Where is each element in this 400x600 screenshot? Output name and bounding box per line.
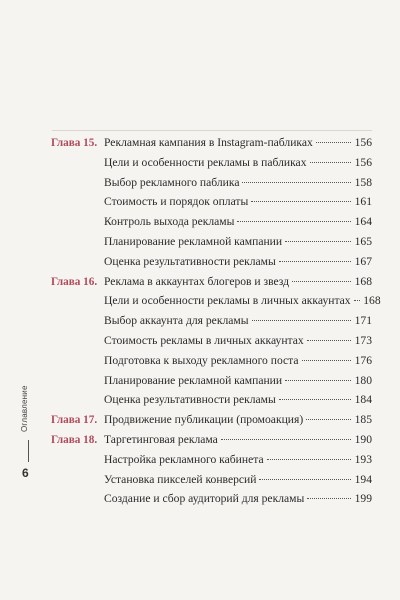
chapter-label: Глава 18. [51,434,98,446]
dot-leader [285,241,351,242]
dot-leader [242,182,351,183]
entry-page-number: 156 [354,155,372,169]
entry-title: Установка пикселей конверсий [104,472,257,486]
toc-entry-row [104,453,372,467]
chapter-label: Глава 15. [51,137,98,149]
toc-entry-row [104,255,372,269]
toc-entry-row [104,215,372,229]
section-divider [28,440,29,462]
entry-page-number: 173 [354,334,372,347]
page-number: 6 [22,466,29,480]
entry-page-number: 199 [354,492,372,506]
entry-page-number: 156 [354,136,372,149]
toc-entry-row [104,492,372,506]
dot-leader [285,380,351,381]
dot-leader [306,419,351,420]
toc-entry-row [104,334,372,348]
entry-page-number: 158 [354,175,372,189]
dot-leader [279,261,351,262]
dot-leader [302,360,351,361]
dot-leader [237,221,351,222]
toc-chapter-row [51,413,372,427]
dot-leader [279,399,351,400]
dot-leader [251,201,351,202]
section-label: Оглавление [20,385,29,432]
entry-title: Настройка рекламного кабинета [104,452,264,466]
entry-title: Продвижение публикации (промоакция) [104,413,304,427]
entry-page-number: 185 [354,413,372,427]
toc-chapter-row [51,275,372,289]
toc-entry-row [104,393,372,407]
entry-title: Планирование рекламной кампании [104,373,283,387]
toc-entry-row [104,473,372,487]
toc-entry-row [104,314,372,328]
entry-title: Стоимость рекламы в личных аккаунтах [104,334,304,347]
entry-page-number: 176 [354,353,372,367]
chapter-label: Глава 17. [51,414,98,427]
entry-title: Подготовка к выходу рекламного поста [104,353,299,367]
entry-page-number: 184 [354,393,372,407]
dot-leader [267,459,351,460]
dot-leader [316,142,351,143]
entry-title: Создание и сбор аудиторий для рекламы [104,492,305,506]
toc-entry-row [104,156,372,170]
entry-page-number: 193 [354,452,372,466]
entry-title: Оценка результативности рекламы [104,393,276,407]
entry-page-number: 190 [354,433,372,446]
entry-page-number: 171 [354,314,372,328]
entry-title: Цели и особенности рекламы в личных аккаунтах [104,294,351,308]
entry-page-number: 168 [363,294,381,308]
toc-chapter-row [51,433,372,447]
entry-page-number: 180 [354,373,372,387]
entry-title: Выбор аккаунта для рекламы [104,314,249,328]
dot-leader [307,498,351,499]
chapter-label: Глава 16. [51,275,98,288]
toc-entry-row [104,374,372,388]
toc-entry-row [104,294,381,308]
toc-entry-row [104,354,372,368]
entry-title: Оценка результативности рекламы [104,254,276,268]
dot-leader [354,300,360,301]
dot-leader [307,340,351,341]
entry-page-number: 168 [354,274,372,288]
entry-title: Стоимость и порядок оплаты [104,195,249,209]
entry-title: Таргетинговая реклама [104,433,218,446]
entry-title: Цели и особенности рекламы в пабликах [104,155,307,169]
entry-page-number: 164 [354,215,372,229]
entry-title: Рекламная кампания в Instagram-пабликах [104,136,313,149]
dot-leader [292,281,351,282]
entry-title: Выбор рекламного паблика [104,175,240,189]
entry-page-number: 165 [354,235,372,248]
dot-leader [221,439,351,440]
entry-page-number: 194 [354,472,372,486]
dot-leader [259,479,351,480]
entry-title: Реклама в аккаунтах блогеров и звезд [104,274,290,288]
toc-entry-row [104,176,372,190]
entry-title: Планирование рекламной кампании [104,235,283,248]
entry-page-number: 167 [354,254,372,268]
dot-leader [252,320,351,321]
entry-page-number: 161 [354,195,372,209]
dot-leader [310,162,352,163]
toc-entry-row [104,235,372,249]
entry-title: Контроль выхода рекламы [104,215,235,229]
toc-chapter-row [51,136,372,150]
toc-entry-row [104,195,372,209]
